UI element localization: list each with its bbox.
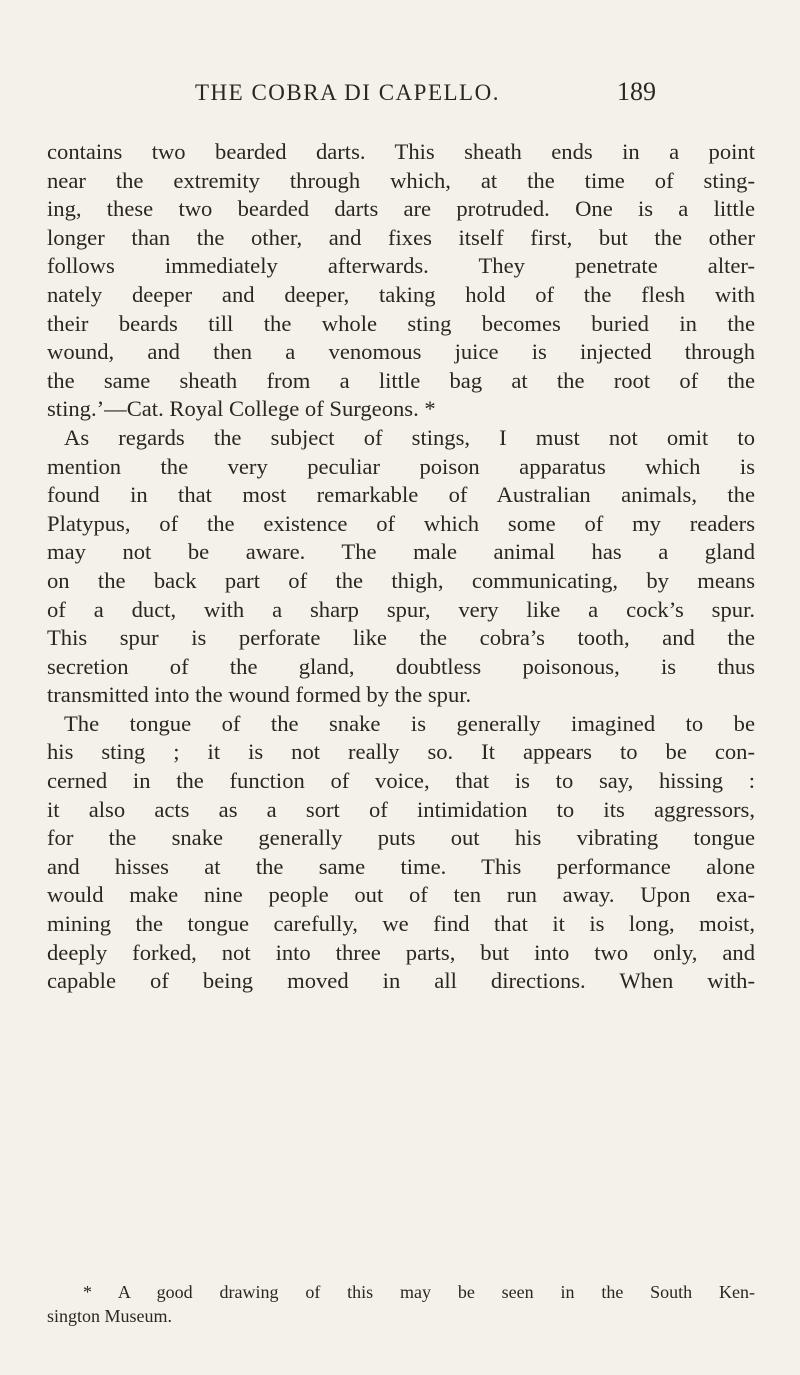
- body-text: [47, 138, 755, 996]
- text-line: longer than the other, and fixes itself first, but the other: [47, 224, 755, 250]
- text-line: and hisses at the same time. This performance alone: [47, 853, 755, 879]
- text-line: would make nine people out of ten run away. Upon exa-: [47, 882, 755, 908]
- text-line: their beards till the whole sting becomes buried in the: [47, 310, 755, 336]
- text-line: Platypus, of the existence of which some of my readers: [47, 510, 755, 536]
- text-line: This spur is perforate like the cobra’s tooth, and the: [47, 625, 755, 651]
- text-line: the same sheath from a little bag at the root of the: [47, 367, 755, 393]
- text-line: found in that most remarkable of Australian animals, the: [47, 482, 755, 508]
- text-line: mining the tongue carefully, we find that it is long, moist,: [47, 911, 755, 937]
- running-title: THE COBRA DI CAPELLO.: [195, 80, 500, 105]
- text-line: near the extremity through which, at the time of sting-: [47, 167, 755, 193]
- footnote-line: * A good drawing of this may be seen in the South Ken-: [83, 1282, 755, 1302]
- footnote: [47, 1280, 755, 1328]
- text-line: cerned in the function of voice, that is to say, hissing :: [47, 768, 755, 794]
- running-head: [0, 77, 800, 120]
- text-line: mention the very peculiar poison apparatus which is: [47, 453, 755, 479]
- text-line: deeply forked, not into three parts, but into two only, and: [47, 939, 755, 965]
- text-line: contains two bearded darts. This sheath ends in a point: [47, 139, 755, 164]
- text-line: secretion of the gland, doubtless poisonous, is thus: [47, 653, 755, 679]
- text-line: capable of being moved in all directions. When with-: [47, 968, 755, 994]
- text-line: of a duct, with a sharp spur, very like a cock’s spur.: [47, 596, 755, 622]
- text-line: ing, these two bearded darts are protruded. One is a little: [47, 196, 755, 222]
- text-line: sting.’—Cat. Royal College of Surgeons. *: [47, 396, 436, 422]
- text-line: As regards the subject of stings, I must not omit to: [64, 424, 755, 450]
- footnote-line: sington Museum.: [47, 1306, 173, 1326]
- text-line: nately deeper and deeper, taking hold of the flesh with: [47, 281, 755, 307]
- text-line: it also acts as a sort of intimidation to its aggressors,: [47, 796, 755, 822]
- text-line: follows immediately afterwards. They penetrate alter-: [47, 253, 755, 279]
- text-line: his sting ; it is not really so. It appears to be con-: [47, 739, 755, 765]
- text-line: wound, and then a venomous juice is injected through: [47, 339, 755, 365]
- text-line: for the snake generally puts out his vibrating tongue: [47, 825, 755, 851]
- text-line: on the back part of the thigh, communicating, by means: [47, 567, 755, 593]
- text-line: The tongue of the snake is generally imagined to be: [64, 710, 755, 736]
- page-number: 189: [617, 77, 656, 106]
- text-line: transmitted into the wound formed by the spur.: [47, 682, 472, 708]
- text-line: may not be aware. The male animal has a gland: [47, 539, 755, 565]
